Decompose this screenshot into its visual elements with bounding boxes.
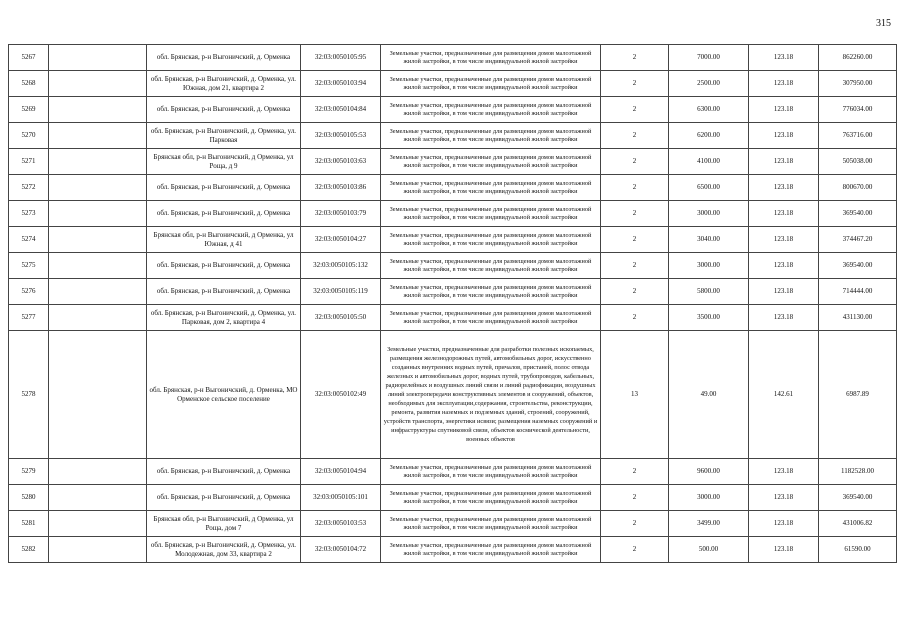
address-cell: обл. Брянская, р-н Выгоничский, д. Орменка, ул. Парковая, дом 2, квартира 4: [147, 305, 301, 331]
blank-cell: [49, 97, 147, 123]
table-row: [9, 537, 897, 563]
group-number-cell: 2: [601, 201, 669, 227]
area-cell: 3500.00: [669, 305, 749, 331]
cadastral-value-cell: 369540.00: [819, 485, 897, 511]
address-cell: Брянская обл, р-н Выгоничский, д Орменка, ул Роща, дом 7: [147, 511, 301, 537]
specific-value-cell: 123.18: [749, 97, 819, 123]
area-cell: 2500.00: [669, 71, 749, 97]
row-number-cell: 5272: [9, 175, 49, 201]
land-use-purpose-cell: Земельные участки, предназначенные для размещения домов малоэтажной жилой застройки, в том числе индивидуальной жилой застройки: [381, 485, 601, 511]
table-row: [9, 227, 897, 253]
land-use-purpose-cell: Земельные участки, предназначенные для размещения домов малоэтажной жилой застройки, в том числе индивидуальной жилой застройки: [381, 459, 601, 485]
address-cell: обл. Брянская, р-н Выгоничский, д. Орменка: [147, 253, 301, 279]
blank-cell: [49, 201, 147, 227]
row-number-cell: 5274: [9, 227, 49, 253]
land-use-purpose-cell: Земельные участки, предназначенные для размещения домов малоэтажной жилой застройки, в том числе индивидуальной жилой застройки: [381, 537, 601, 563]
group-number-cell: 2: [601, 253, 669, 279]
row-number-cell: 5276: [9, 279, 49, 305]
group-number-cell: 2: [601, 511, 669, 537]
address-cell: обл. Брянская, р-н Выгоничский, д. Орменка: [147, 97, 301, 123]
cadastral-number-cell: 32:03:0050104:84: [301, 97, 381, 123]
specific-value-cell: 123.18: [749, 149, 819, 175]
area-cell: 4100.00: [669, 149, 749, 175]
cadastral-number-cell: 32:03:0050105:50: [301, 305, 381, 331]
area-cell: 9600.00: [669, 459, 749, 485]
land-use-purpose-cell: Земельные участки, предназначенные для размещения домов малоэтажной жилой застройки, в том числе индивидуальной жилой застройки: [381, 279, 601, 305]
land-use-purpose-cell: Земельные участки, предназначенные для размещения домов малоэтажной жилой застройки, в том числе индивидуальной жилой застройки: [381, 201, 601, 227]
group-number-cell: 2: [601, 459, 669, 485]
blank-cell: [49, 459, 147, 485]
row-number-cell: 5279: [9, 459, 49, 485]
table-row: [9, 305, 897, 331]
group-number-cell: 2: [601, 305, 669, 331]
cadastral-number-cell: 32:03:0050104:27: [301, 227, 381, 253]
area-cell: 500.00: [669, 537, 749, 563]
address-cell: обл. Брянская, р-н Выгоничский, д. Орменка: [147, 279, 301, 305]
specific-value-cell: 123.18: [749, 123, 819, 149]
area-cell: 3040.00: [669, 227, 749, 253]
cadastral-value-cell: 6987.89: [819, 331, 897, 459]
area-cell: 3000.00: [669, 201, 749, 227]
group-number-cell: 2: [601, 97, 669, 123]
land-use-purpose-cell: Земельные участки, предназначенные для размещения домов малоэтажной жилой застройки, в том числе индивидуальной жилой застройки: [381, 45, 601, 71]
blank-cell: [49, 537, 147, 563]
specific-value-cell: 123.18: [749, 45, 819, 71]
blank-cell: [49, 71, 147, 97]
row-number-cell: 5269: [9, 97, 49, 123]
row-number-cell: 5282: [9, 537, 49, 563]
area-cell: 6500.00: [669, 175, 749, 201]
specific-value-cell: 123.18: [749, 253, 819, 279]
blank-cell: [49, 305, 147, 331]
land-use-purpose-cell: Земельные участки, предназначенные для размещения домов малоэтажной жилой застройки, в том числе индивидуальной жилой застройки: [381, 71, 601, 97]
blank-cell: [49, 149, 147, 175]
address-cell: обл. Брянская, р-н Выгоничский, д. Орменка, ул. Молодежная, дом 33, квартира 2: [147, 537, 301, 563]
cadastral-number-cell: 32:03:0050103:86: [301, 175, 381, 201]
cadastral-number-cell: 32:03:0050102:49: [301, 331, 381, 459]
cadastral-value-cell: 862260.00: [819, 45, 897, 71]
cadastral-number-cell: 32:03:0050105:101: [301, 485, 381, 511]
blank-cell: [49, 123, 147, 149]
blank-cell: [49, 253, 147, 279]
land-use-purpose-cell: Земельные участки, предназначенные для размещения домов малоэтажной жилой застройки, в том числе индивидуальной жилой застройки: [381, 149, 601, 175]
row-number-cell: 5271: [9, 149, 49, 175]
row-number-cell: 5281: [9, 511, 49, 537]
specific-value-cell: 123.18: [749, 511, 819, 537]
specific-value-cell: 123.18: [749, 459, 819, 485]
group-number-cell: 2: [601, 71, 669, 97]
blank-cell: [49, 485, 147, 511]
specific-value-cell: 142.61: [749, 331, 819, 459]
area-cell: 3499.00: [669, 511, 749, 537]
address-cell: обл. Брянская, р-н Выгоничский, д. Орменка: [147, 485, 301, 511]
cadastral-value-cell: 374467.20: [819, 227, 897, 253]
row-number-cell: 5273: [9, 201, 49, 227]
land-use-purpose-cell: Земельные участки, предназначенные для размещения домов малоэтажной жилой застройки, в том числе индивидуальной жилой застройки: [381, 175, 601, 201]
table-row: [9, 253, 897, 279]
table-row: [9, 201, 897, 227]
cadastral-number-cell: 32:03:0050103:94: [301, 71, 381, 97]
cadastral-number-cell: 32:03:0050105:132: [301, 253, 381, 279]
land-use-purpose-cell: Земельные участки, предназначенные для размещения домов малоэтажной жилой застройки, в том числе индивидуальной жилой застройки: [381, 123, 601, 149]
cadastral-number-cell: 32:03:0050103:79: [301, 201, 381, 227]
page-number: 315: [876, 18, 891, 29]
address-cell: Брянская обл, р-н Выгоничский, д Орменка, ул Южная, д 41: [147, 227, 301, 253]
blank-cell: [49, 279, 147, 305]
cadastral-number-cell: 32:03:0050105:95: [301, 45, 381, 71]
table-row: [9, 97, 897, 123]
specific-value-cell: 123.18: [749, 279, 819, 305]
group-number-cell: 2: [601, 227, 669, 253]
area-cell: 6300.00: [669, 97, 749, 123]
land-use-purpose-cell: Земельные участки, предназначенные для размещения домов малоэтажной жилой застройки, в том числе индивидуальной жилой застройки: [381, 97, 601, 123]
specific-value-cell: 123.18: [749, 537, 819, 563]
specific-value-cell: 123.18: [749, 227, 819, 253]
cadastral-value-table: [8, 44, 897, 563]
land-use-purpose-cell: Земельные участки, предназначенные для размещения домов малоэтажной жилой застройки, в том числе индивидуальной жилой застройки: [381, 511, 601, 537]
cadastral-value-cell: 505038.00: [819, 149, 897, 175]
cadastral-value-cell: 369540.00: [819, 201, 897, 227]
address-cell: обл. Брянская, р-н Выгоничский, д. Орменка: [147, 45, 301, 71]
cadastral-number-cell: 32:03:0050103:53: [301, 511, 381, 537]
cadastral-number-cell: 32:03:0050105:53: [301, 123, 381, 149]
cadastral-value-cell: 800670.00: [819, 175, 897, 201]
group-number-cell: 2: [601, 123, 669, 149]
area-cell: 6200.00: [669, 123, 749, 149]
cadastral-number-cell: 32:03:0050104:94: [301, 459, 381, 485]
table-body: [9, 45, 897, 563]
table-row: [9, 149, 897, 175]
row-number-cell: 5268: [9, 71, 49, 97]
row-number-cell: 5278: [9, 331, 49, 459]
specific-value-cell: 123.18: [749, 305, 819, 331]
blank-cell: [49, 175, 147, 201]
land-use-purpose-cell: Земельные участки, предназначенные для размещения домов малоэтажной жилой застройки, в том числе индивидуальной жилой застройки: [381, 253, 601, 279]
cadastral-value-cell: 431130.00: [819, 305, 897, 331]
cadastral-value-cell: 1182528.00: [819, 459, 897, 485]
row-number-cell: 5267: [9, 45, 49, 71]
table-row: [9, 459, 897, 485]
land-use-purpose-cell: Земельные участки, предназначенные для разработки полезных ископаемых, размещения железнодорожных путей, автомобильных дорог, искусственно созданных внутренних водных путей, причалов, пристаней, полос отвода железных и автомобильных дорог, водных путей, трубопроводов, кабельных, радиорелейных и воздушных линий связи и линий радиофикации, воздушных линий электропередачи конструктивных элементов и сооружений, объектов, необходимых для эксплуатации,содержания, строительства, реконструкции, ремонта, развития наземных и подземных зданий, строений, сооружений, устройств транспорта, энергетики исвязи; размещения наземных сооружений и инфраструктуры спутниковой связи, объектов космической деятельности, военных объектов: [381, 331, 601, 459]
cadastral-value-cell: 763716.00: [819, 123, 897, 149]
cadastral-value-cell: 776034.00: [819, 97, 897, 123]
group-number-cell: 2: [601, 45, 669, 71]
specific-value-cell: 123.18: [749, 201, 819, 227]
table-row: [9, 511, 897, 537]
group-number-cell: 2: [601, 537, 669, 563]
address-cell: обл. Брянская, р-н Выгоничский, д. Орменка: [147, 175, 301, 201]
cadastral-number-cell: 32:03:0050104:72: [301, 537, 381, 563]
area-cell: 3000.00: [669, 253, 749, 279]
row-number-cell: 5275: [9, 253, 49, 279]
address-cell: обл. Брянская, р-н Выгоничский, д. Орменка: [147, 201, 301, 227]
address-cell: Брянская обл, р-н Выгоничский, д Орменка, ул Роща, д 9: [147, 149, 301, 175]
table-row: [9, 279, 897, 305]
table-row: [9, 45, 897, 71]
row-number-cell: 5280: [9, 485, 49, 511]
group-number-cell: 2: [601, 175, 669, 201]
row-number-cell: 5270: [9, 123, 49, 149]
specific-value-cell: 123.18: [749, 175, 819, 201]
row-number-cell: 5277: [9, 305, 49, 331]
table-row: [9, 485, 897, 511]
cadastral-value-cell: 714444.00: [819, 279, 897, 305]
land-use-purpose-cell: Земельные участки, предназначенные для размещения домов малоэтажной жилой застройки, в том числе индивидуальной жилой застройки: [381, 227, 601, 253]
area-cell: 7000.00: [669, 45, 749, 71]
address-cell: обл. Брянская, р-н Выгоничский, д. Орменка, ул. Парковая: [147, 123, 301, 149]
table-row: [9, 175, 897, 201]
blank-cell: [49, 45, 147, 71]
cadastral-number-cell: 32:03:0050105:119: [301, 279, 381, 305]
blank-cell: [49, 227, 147, 253]
area-cell: 49.00: [669, 331, 749, 459]
cadastral-value-cell: 431006.82: [819, 511, 897, 537]
specific-value-cell: 123.18: [749, 71, 819, 97]
cadastral-number-cell: 32:03:0050103:63: [301, 149, 381, 175]
area-cell: 5800.00: [669, 279, 749, 305]
blank-cell: [49, 331, 147, 459]
address-cell: обл. Брянская, р-н Выгоничский, д. Орменка, МО Орменское сельское поселение: [147, 331, 301, 459]
area-cell: 3000.00: [669, 485, 749, 511]
address-cell: обл. Брянская, р-н Выгоничский, д. Орменка, ул. Южная, дом 21, квартира 2: [147, 71, 301, 97]
table-row: [9, 331, 897, 459]
cadastral-value-cell: 369540.00: [819, 253, 897, 279]
table-row: [9, 71, 897, 97]
group-number-cell: 2: [601, 279, 669, 305]
land-use-purpose-cell: Земельные участки, предназначенные для размещения домов малоэтажной жилой застройки, в том числе индивидуальной жилой застройки: [381, 305, 601, 331]
table-row: [9, 123, 897, 149]
group-number-cell: 2: [601, 485, 669, 511]
group-number-cell: 13: [601, 331, 669, 459]
cadastral-value-cell: 61590.00: [819, 537, 897, 563]
address-cell: обл. Брянская, р-н Выгоничский, д. Орменка: [147, 459, 301, 485]
group-number-cell: 2: [601, 149, 669, 175]
cadastral-value-cell: 307950.00: [819, 71, 897, 97]
blank-cell: [49, 511, 147, 537]
specific-value-cell: 123.18: [749, 485, 819, 511]
